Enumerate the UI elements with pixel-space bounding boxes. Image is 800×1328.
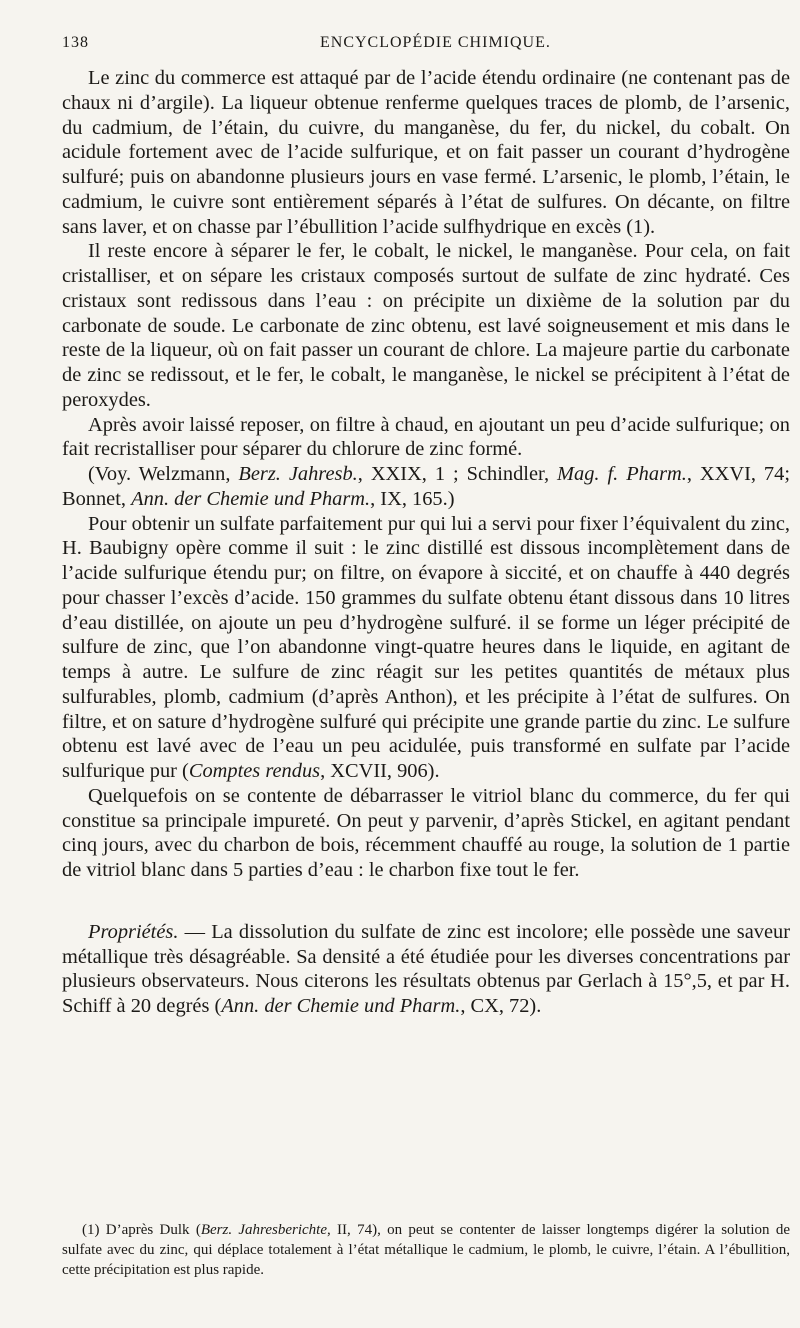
paragraph xyxy=(62,239,790,412)
text-run: , XXIX, 1 ; Schindler, xyxy=(357,463,558,485)
italic-text: Ann. der Chemie und Pharm. xyxy=(131,487,371,510)
text-run: , XXVI, 74; Bonnet, xyxy=(62,463,790,510)
text-run: , IX, 165.) xyxy=(370,487,455,510)
italic-text: Berz. Jahresb. xyxy=(238,463,358,485)
text-run: , II, 74), on peut se contenter de laisser longtemps digérer la solution de sulfate avec du zinc, qui déplace totalement à l’état métallique le cadmium, le plomb, le cuivre, l’étain. A l’ébullition, cette précipitation est plus rapide. xyxy=(62,1222,790,1278)
text-run: Après avoir laissé reposer, on filtre à chaud, en ajoutant un peu d’acide sulfurique; on fait recristalliser pour séparer du chlorure de zinc formé. xyxy=(62,413,790,461)
italic-text: Propriétés. xyxy=(88,920,179,943)
text-run: Quelquefois on se contente de débarrasser le vitriol blanc du commerce, du fer qui constitue sa principale impureté. On peut y parvenir, d’après Stickel, en agitant pendant cinq jours, avec du charbon de bois, récemment chauffé au rouge, la solution de 1 partie de vitriol blanc dans 5 parties d’eau : le charbon fixe tout le fer. xyxy=(62,784,790,881)
italic-text: Comptes rendus xyxy=(188,760,321,782)
text-run: — La dissolution du sulfate de zinc est incolore; elle possède une saveur métallique très désagréable. Sa densité a été étudiée pour les diverses concentrations par plusieurs observateurs. Nous citerons les résultats obtenus par Gerlach à 15°,5, et par H. Schiff à 20 degrés ( xyxy=(62,920,790,1017)
italic-text: Berz. Jahresberichte xyxy=(200,1222,327,1238)
italic-text: Mag. f. Pharm. xyxy=(557,463,687,485)
italic-text: Ann. der Chemie und Pharm. xyxy=(221,995,461,1017)
body-text xyxy=(62,66,790,1019)
page-number: 138 xyxy=(62,34,89,51)
paragraph xyxy=(62,784,790,883)
paragraph xyxy=(62,920,790,1019)
paragraph xyxy=(62,66,790,239)
text-run: Pour obtenir un sulfate parfaitement pur qui lui a servi pour fixer l’équivalent du zinc, H. Baubigny opère comme il suit : le zinc distillé est dissous incomplètement dans de l’acide sulfurique étendu pur; on filtre, on évapore à siccité, et on chauffe à 440 degrés pour chasser l’excès d’acide. 150 grammes du sulfate obtenu étant dissous dans 10 litres d’eau distillée, on ajoute un peu d’hydrogène sulfuré. il se forme un léger précipité de sulfure de zinc, que l’on abandonne vingt-quatre heures dans le liquide, en agitant de temps à autre. Le sulfure de zinc réagit sur les petites quantités de métaux plus sulfurables, plomb, cadmium (d’après Anthon), et les précipite à l’état de sulfures. On filtre, et on sature d’hydrogène sulfuré qui précipite une grande partie du zinc. Le sulfure obtenu est lavé avec de l’eau un peu acidulée, puis transformé en sulfate par l’acide sulfurique pur ( xyxy=(62,512,790,782)
footnote-paragraph xyxy=(62,1220,790,1280)
text-run: , XCVII, 906). xyxy=(320,760,440,782)
text-run: , CX, 72). xyxy=(460,995,542,1017)
text-run: Il reste encore à séparer le fer, le cobalt, le nickel, le manganèse. Pour cela, on fait cristalliser, et on sépare les cristaux composés surtout de sulfate de zinc hydraté. Ces cristaux sont redissous dans l’eau : on précipite un dixième de la solution par du carbonate de soude. Le carbonate de zinc obtenu, est lavé soigneusement et mis dans le reste de la liqueur, où on fait passer un courant de chlore. La majeure partie du carbonate de zinc se redissout, et le fer, le cobalt, le manganèse, le nickel se précipitent à l’état de peroxydes. xyxy=(62,240,790,411)
page-header xyxy=(62,34,770,56)
paragraph xyxy=(62,462,790,512)
footnote xyxy=(62,1220,790,1280)
text-run: (1) D’après Dulk ( xyxy=(82,1222,201,1238)
running-title: ENCYCLOPÉDIE CHIMIQUE. xyxy=(320,34,551,51)
text-run: Le zinc du commerce est attaqué par de l’acide étendu ordinaire (ne contenant pas de chaux ni d’argile). La liqueur obtenue renferme quelques traces de plomb, de l’arsenic, du cadmium, de l’étain, du cuivre, du manganèse, du fer, du nickel, du cobalt. On acidule fortement avec de l’acide sulfurique, et on fait passer un courant d’hydrogène sulfuré; puis on abandonne plusieurs jours en vase fermé. L’arsenic, le plomb, l’étain, le cadmium, le cuivre sont entièrement séparés à l’état de sulfures. On décante, on filtre sans laver, et on chasse par l’ébullition l’acide sulfhydrique en excès (1). xyxy=(62,67,790,238)
paragraph xyxy=(62,512,790,784)
paragraph xyxy=(62,413,790,463)
text-run: (Voy. Welzmann, xyxy=(88,463,239,485)
